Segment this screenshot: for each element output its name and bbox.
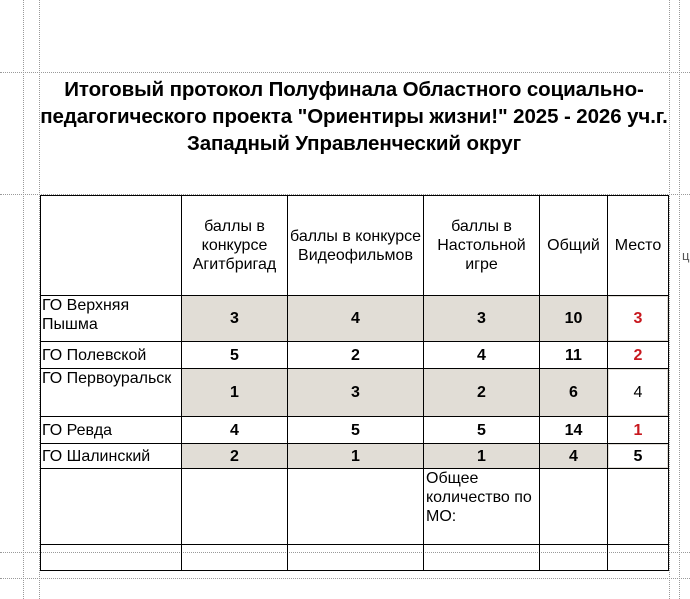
- score-agitbrigad: 2: [182, 444, 288, 469]
- grid-line: [0, 578, 690, 579]
- score-total: 14: [540, 417, 608, 444]
- place-value: 3: [608, 296, 669, 342]
- score-total: 6: [540, 369, 608, 417]
- empty-cell: [424, 545, 540, 571]
- grid-line: [23, 0, 24, 599]
- table-row: [41, 444, 669, 469]
- place-value: 1: [608, 417, 669, 444]
- row-name: ГО Верхняя Пышма: [41, 296, 182, 342]
- cell-edge-glyph: ц: [682, 248, 690, 263]
- results-table: [40, 195, 669, 571]
- header-place: Место: [608, 196, 669, 296]
- grid-line: [0, 72, 690, 73]
- empty-cell: [288, 545, 424, 571]
- score-video: 2: [288, 342, 424, 369]
- empty-cell: [41, 545, 182, 571]
- empty-cell: [288, 469, 424, 545]
- score-boardgame: 2: [424, 369, 540, 417]
- score-video: 5: [288, 417, 424, 444]
- score-video: 3: [288, 369, 424, 417]
- header-agitbrigad: баллы в конкурсе Агитбригад: [182, 196, 288, 296]
- table-row: [41, 369, 669, 417]
- grid-line: [669, 0, 670, 599]
- score-total: 4: [540, 444, 608, 469]
- header-row: [41, 196, 669, 296]
- place-value: 5: [608, 444, 669, 469]
- score-agitbrigad: 4: [182, 417, 288, 444]
- score-agitbrigad: 1: [182, 369, 288, 417]
- grid-line: [679, 0, 680, 599]
- row-name: ГО Ревда: [41, 417, 182, 444]
- empty-cell: [540, 469, 608, 545]
- empty-row: [41, 545, 669, 571]
- score-boardgame: 5: [424, 417, 540, 444]
- row-name: ГО Шалинский: [41, 444, 182, 469]
- empty-cell: [540, 545, 608, 571]
- header-video: баллы в конкурсе Видеофильмов: [288, 196, 424, 296]
- table-row: [41, 296, 669, 342]
- header-boardgame: баллы в Настольной игре: [424, 196, 540, 296]
- score-video: 4: [288, 296, 424, 342]
- empty-cell: [182, 469, 288, 545]
- header-total: Общий: [540, 196, 608, 296]
- score-boardgame: 3: [424, 296, 540, 342]
- empty-cell: [182, 545, 288, 571]
- header-name: [41, 196, 182, 296]
- place-value: 2: [608, 342, 669, 369]
- score-agitbrigad: 5: [182, 342, 288, 369]
- footer-row: [41, 469, 669, 545]
- empty-cell: [608, 545, 669, 571]
- score-total: 11: [540, 342, 608, 369]
- table-row: [41, 417, 669, 444]
- empty-cell: [41, 469, 182, 545]
- table-row: [41, 342, 669, 369]
- empty-cell: [608, 469, 669, 545]
- score-boardgame: 1: [424, 444, 540, 469]
- score-boardgame: 4: [424, 342, 540, 369]
- place-value: 4: [608, 369, 669, 417]
- score-video: 1: [288, 444, 424, 469]
- row-name: ГО Первоуральск: [41, 369, 182, 417]
- page-title: Итоговый протокол Полуфинала Областного социально-педагогического проекта "Ориентиры жизни!" 2025 - 2026 уч.г. Западный Управленческий округ: [40, 78, 668, 155]
- score-agitbrigad: 3: [182, 296, 288, 342]
- score-total: 10: [540, 296, 608, 342]
- row-name: ГО Полевской: [41, 342, 182, 369]
- total-count-label: Общее количество по МО:: [424, 469, 540, 545]
